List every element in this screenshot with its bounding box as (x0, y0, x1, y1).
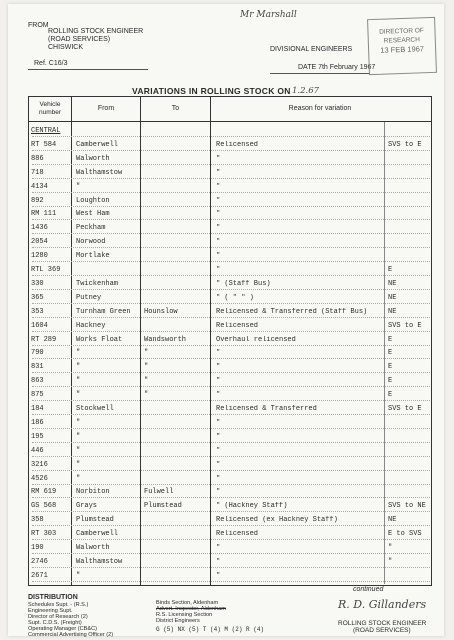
row-rule (32, 470, 430, 471)
vehicle-number: 718 (31, 168, 44, 177)
document-title: VARIATIONS IN ROLLING STOCK ON (132, 86, 291, 96)
to-garage: " (144, 391, 149, 400)
from-garage: Peckham (76, 224, 106, 233)
variation-code: E (388, 349, 393, 358)
vehicle-number: RTL 369 (31, 266, 61, 274)
continued-note: continued (353, 586, 384, 593)
col-header-to: To (171, 105, 180, 112)
row-rule (32, 581, 430, 582)
vehicle-number: 1280 (31, 252, 48, 261)
from-garage: " (76, 571, 81, 580)
from-garage: Walthamstow (76, 168, 123, 177)
variation-code: NE (388, 307, 397, 316)
vehicle-number: 4526 (31, 474, 48, 483)
variation-code: E (388, 335, 393, 344)
variation-reason: " ( " " ) (216, 293, 254, 302)
row-rule (32, 372, 430, 373)
variation-code: NE (388, 516, 397, 525)
received-stamp (367, 17, 437, 75)
footer-title-2: (ROAD SERVICES) (353, 627, 411, 634)
distribution-right-item: R.S. Licensing Section (156, 612, 213, 618)
row-rule (32, 261, 430, 262)
variation-reason: " (216, 446, 221, 455)
variation-reason: Overhaul relicensed (216, 335, 296, 344)
to-garage: Fulwell (144, 488, 174, 497)
distribution-left (28, 602, 113, 638)
variation-reason: " (216, 168, 221, 177)
from-garage: Loughton (76, 196, 110, 205)
variation-reason: " (216, 557, 221, 566)
distribution-title: DISTRIBUTION (28, 594, 78, 601)
row-rule (32, 303, 430, 304)
distribution-left-item: Schedules Supt. - (R.S.) (28, 602, 89, 608)
distribution-right (156, 600, 226, 624)
distribution-left-item: Commercial Advertising Officer (2) (28, 632, 114, 638)
distribution-right-item: Binds Section, Aldenham (156, 600, 219, 606)
variation-reason: " (216, 210, 221, 219)
vehicle-number: 1604 (31, 321, 48, 330)
row-rule (32, 136, 430, 137)
vehicle-number: 358 (31, 516, 44, 525)
vehicle-number: 353 (31, 307, 44, 316)
variation-code: SVS to E (388, 321, 422, 330)
distribution-right-item: Advert. Inspector, Aldenham (156, 606, 226, 612)
row-rule (32, 206, 430, 207)
handwritten-note: Mr Marshall (240, 10, 297, 20)
variation-code: SVS to E (388, 405, 422, 413)
from-garage: " (76, 474, 81, 483)
document-date: DATE 7th February 1967 (298, 64, 376, 71)
title-date: 1.2.67 (292, 86, 320, 96)
row-rule (32, 525, 430, 526)
vehicle-number: CENTRAL (31, 127, 61, 135)
to-label: DIVISIONAL ENGINEERS (270, 46, 353, 53)
row-rule (32, 178, 430, 179)
row-rule (32, 511, 430, 512)
row-rule (32, 289, 430, 290)
from-garage: Camberwell (76, 140, 119, 149)
from-garage: Stockwell (76, 405, 114, 413)
row-rule (32, 233, 430, 234)
from-garage: Turnham Green (76, 307, 131, 316)
from-garage: Norbiton (76, 488, 110, 497)
row-rule (32, 345, 430, 346)
row-rule (32, 331, 430, 332)
row-rule (32, 484, 430, 485)
row-rule (32, 567, 430, 568)
vehicle-number: 875 (31, 391, 44, 400)
row-rule (32, 275, 430, 276)
vehicle-number: 4134 (31, 182, 48, 191)
vehicle-number: RM 619 (31, 488, 57, 497)
vehicle-number: 831 (31, 363, 44, 372)
variation-reason: " (216, 544, 221, 552)
to-garage: " (144, 349, 149, 358)
to-garage: Hounslow (144, 307, 178, 316)
variation-reason: " (216, 488, 221, 497)
from-garage: Mortlake (76, 252, 110, 261)
from-garage: Walworth (76, 154, 110, 163)
from-garage: " (76, 418, 81, 427)
variation-reason: " (216, 432, 221, 441)
header-rule-left (28, 69, 148, 70)
variation-reason: " (216, 224, 221, 233)
row-rule (32, 400, 430, 401)
variation-reason: " (216, 363, 221, 372)
variation-reason: " (216, 182, 221, 191)
header-rule-right (270, 73, 370, 74)
from-garage: Camberwell (76, 530, 119, 539)
variation-reason: " (216, 154, 221, 163)
from-line-3: CHISWICK (48, 44, 83, 51)
variation-reason: " (216, 238, 221, 247)
from-label: FROM (28, 22, 49, 29)
variation-reason: " (216, 418, 221, 427)
from-garage: Grays (76, 502, 98, 511)
variation-reason: Relicensed (216, 321, 259, 330)
from-garage: Hackney (76, 321, 106, 330)
vehicle-number: 3216 (31, 460, 48, 469)
from-garage: " (76, 460, 81, 469)
vehicle-number: GS 568 (31, 502, 57, 511)
row-rule (32, 442, 430, 443)
col-header-vehicle: Vehicle number (38, 101, 62, 116)
variation-code: E to SVS (388, 530, 422, 539)
from-garage: Norwood (76, 238, 106, 247)
table-header-rule (28, 121, 432, 122)
row-rule (32, 553, 430, 554)
row-rule (32, 358, 430, 359)
row-rule (32, 192, 430, 193)
variation-reason: " (Hackney Staff) (216, 502, 288, 511)
variation-reason: Relicensed (216, 530, 259, 539)
from-garage: Walthamstow (76, 557, 123, 566)
variation-reason: Relicensed (ex Hackney Staff) (216, 516, 338, 525)
vehicle-number: 330 (31, 279, 44, 288)
to-garage: " (144, 377, 149, 386)
vehicle-number: RT 289 (31, 335, 57, 344)
variation-reason: " (216, 391, 221, 400)
variation-reason: " (216, 377, 221, 386)
from-garage: Putney (76, 293, 102, 302)
from-garage: Walworth (76, 544, 110, 552)
from-garage: West Ham (76, 210, 110, 219)
vehicle-number: 2054 (31, 238, 48, 247)
from-garage: Twickenham (76, 279, 119, 288)
from-garage: " (76, 363, 81, 372)
vehicle-number: RM 111 (31, 210, 57, 219)
variation-reason: " (Staff Bus) (216, 279, 271, 288)
row-rule (32, 164, 430, 165)
row-rule (32, 219, 430, 220)
to-garage: Wandsworth (144, 335, 187, 344)
col-header-reason: Reason for variation (288, 105, 352, 112)
variation-code: E (388, 266, 393, 274)
col-header-from: From (97, 105, 115, 112)
variation-code: " (388, 544, 393, 552)
vehicle-number: 790 (31, 349, 44, 358)
row-rule (32, 428, 430, 429)
variation-reason: " (216, 266, 221, 274)
footer-title-1: ROLLING STOCK ENGINEER (338, 620, 427, 627)
distribution-left-item: Supt. C.D.S. (Freight) (28, 620, 82, 626)
variation-reason: " (216, 196, 221, 205)
distribution-left-item: Engineering Supt. (28, 608, 73, 614)
distribution-right-item: District Engineers (156, 618, 200, 624)
stamp-line-3: 13 FEB 1967 (380, 44, 425, 55)
vehicle-number: RT 303 (31, 530, 57, 539)
vehicle-number: 2746 (31, 557, 48, 566)
to-garage: Plumstead (144, 502, 182, 511)
variation-reason: Relicensed (216, 140, 259, 149)
variation-code: E (388, 377, 393, 386)
variation-code: E (388, 391, 393, 400)
stamp-line-2: RESEARCH (383, 36, 420, 45)
vehicle-number: 2671 (31, 571, 48, 580)
from-line-1: ROLLING STOCK ENGINEER (48, 28, 144, 35)
from-garage: " (76, 349, 81, 358)
document-page (8, 4, 444, 636)
vehicle-number: 886 (31, 154, 44, 163)
vehicle-number: 365 (31, 293, 44, 302)
vehicle-number: 863 (31, 377, 44, 386)
variation-code: E (388, 363, 393, 372)
row-rule (32, 386, 430, 387)
variation-reason: Relicensed & Transferred (Staff Bus) (216, 307, 368, 316)
vehicle-number: 1436 (31, 224, 48, 233)
distribution-left-item: Operating Manager (CB&C) (28, 626, 98, 632)
to-garage: " (144, 363, 149, 372)
variation-code: NE (388, 279, 397, 288)
vehicle-number: 195 (31, 432, 44, 441)
reference: Ref. C16/3 (34, 60, 68, 67)
from-line-2: (ROAD SERVICES) (48, 36, 111, 43)
row-rule (32, 150, 430, 151)
from-garage: " (76, 432, 81, 441)
variation-reason: " (216, 252, 221, 261)
variation-code: SVS to E (388, 140, 422, 149)
distribution-code: G (5) NX (5) T (4) M (2) R (4) (156, 626, 265, 633)
row-rule (32, 497, 430, 498)
row-rule (32, 317, 430, 318)
distribution-left-item: Director of Research (2) (28, 614, 88, 620)
vehicle-number: 446 (31, 446, 44, 455)
variation-reason: " (216, 571, 221, 580)
vehicle-number: 186 (31, 418, 44, 427)
vehicle-number: 892 (31, 196, 44, 205)
vehicle-number: RT 584 (31, 140, 57, 149)
stamp-line-1: DIRECTOR OF (379, 27, 424, 36)
row-rule (32, 456, 430, 457)
variation-code: SVS to NE (388, 502, 426, 511)
signature: R. D. Gillanders (338, 598, 427, 611)
from-garage: " (76, 446, 81, 455)
row-rule (32, 414, 430, 415)
from-garage: " (76, 377, 81, 386)
vehicle-number: 184 (31, 405, 44, 413)
variation-reason: Relicensed & Transferred (216, 405, 317, 413)
variation-reason: " (216, 460, 221, 469)
variation-code: NE (388, 293, 397, 302)
row-rule (32, 539, 430, 540)
variation-reason: " (216, 349, 221, 358)
row-rule (32, 247, 430, 248)
variation-code: " (388, 557, 393, 566)
from-garage: " (76, 182, 81, 191)
from-garage: " (76, 391, 81, 400)
vehicle-number: 190 (31, 544, 44, 552)
from-garage: Works Float (76, 335, 123, 344)
variation-reason: " (216, 474, 221, 483)
from-garage: Plumstead (76, 516, 114, 525)
